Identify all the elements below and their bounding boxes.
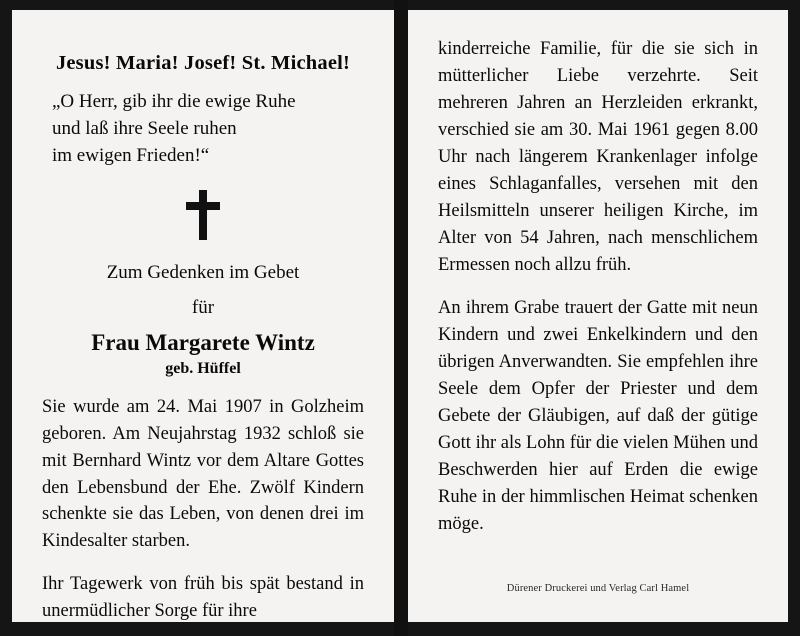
maiden-name: geb. Hüffel: [165, 360, 241, 378]
latin-cross-icon: [186, 190, 220, 240]
right-paragraph-1: kinderreiche Familie, für die sie sich in mütterlicher Liebe verzehrte. Seit mehreren Jahren an Herzleiden erkrankt, verschied sie am 30. Mai 1961 gegen 8.00 Uhr nach längerem Krankenlager infolge eines Schlaganfalles, versehen mit den Heilsmitteln unserer heiligen Kirche, im Alter von 54 Jahren, nach menschlichem Ermessen noch allzu früh.: [438, 39, 758, 275]
memoriam-line-2: für: [191, 296, 215, 318]
prayer-line-1: „O Herr, gib ihr die ewige Ruhe: [52, 91, 296, 112]
right-page: [408, 10, 788, 622]
left-page: [12, 10, 394, 622]
scan-border-right: [788, 0, 800, 636]
prayer-line-3: im ewigen Frieden!“: [52, 144, 210, 166]
prayer-block: [52, 89, 364, 170]
left-paragraph-2: Ihr Tagewerk von früh bis spät bestand in unermüdlicher Sorge für ihre: [42, 573, 364, 621]
prayer-line-2: und laß ihre Seele ruhen: [52, 117, 237, 139]
printer-imprint: Dürener Druckerei und Verlag Carl Hamel: [506, 583, 690, 594]
deceased-name: Frau Margarete Wintz: [91, 330, 315, 356]
left-paragraph-1: Sie wurde am 24. Mai 1907 in Golzheim geboren. Am Neujahrstag 1932 schloß sie mit Bernhard Wintz vor dem Altare Gottes den Lebensbund der Ehe. Zwölf Kindern schenkte sie das Leben, von denen drei im Kindesalter starben.: [42, 397, 364, 552]
right-paragraph-2: An ihrem Grabe trauert der Gatte mit neun Kindern und zwei Enkelkindern und den übrigen Anverwandten. Sie empfehlen ihre Seele dem Opfer der Priester und dem Gebete der Gläubigen, auf daß der gütige Gott ihr als Lohn für die vielen Mühen und Beschwerden hier auf Erden die ewige Ruhe in der himmlischen Heimat schenken möge.: [438, 298, 758, 534]
page-gutter: [394, 0, 408, 636]
cross-container: [42, 190, 364, 242]
invocation-heading: Jesus! Maria! Josef! St. Michael!: [55, 52, 351, 74]
scan-border-left: [0, 0, 12, 636]
memoriam-line-1: Zum Gedenken im Gebet: [106, 261, 300, 283]
